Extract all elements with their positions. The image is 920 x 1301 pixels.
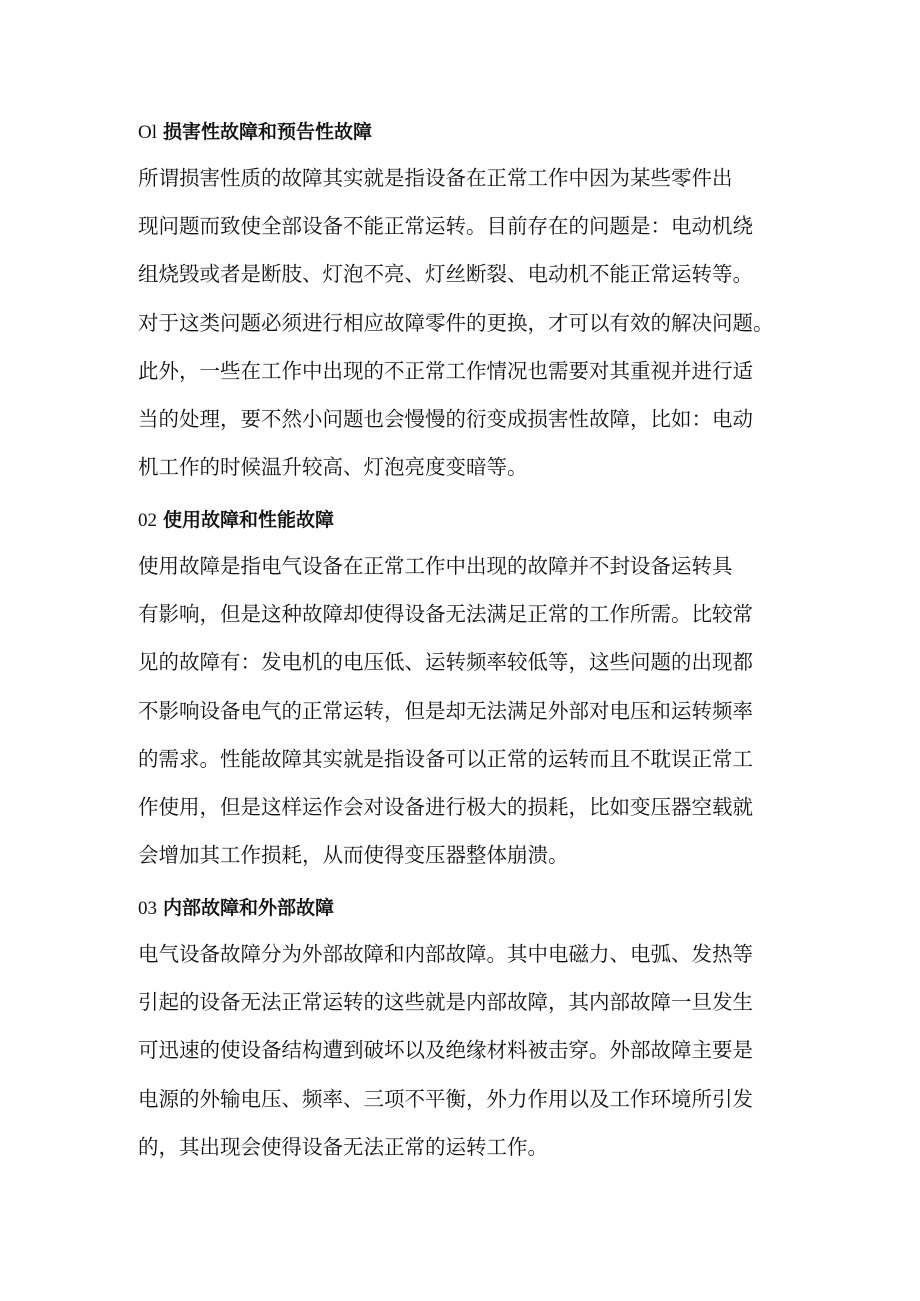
section-title: 损害性故障和预告性故障 — [163, 121, 373, 143]
paragraph-line: 见的故障有：发电机的电压低、运转频率较低等，这些问题的出现都 — [138, 650, 753, 675]
section-paragraph — [138, 154, 798, 491]
section-number: 03 — [138, 898, 157, 919]
section-usage-and-performance-faults — [138, 506, 798, 879]
paragraph-line: 作使用，但是这样运作会对设备进行极大的损耗，比如变压器空载就 — [138, 795, 753, 820]
paragraph-line: 现问题而致使全部设备不能正常运转。目前存在的问题是：电动机绕 — [138, 214, 753, 239]
paragraph-line: 的需求。性能故障其实就是指设备可以正常的运转而且不耽误正常工 — [138, 746, 753, 771]
section-heading — [138, 118, 798, 146]
section-number: 02 — [138, 510, 157, 531]
section-title: 使用故障和性能故障 — [163, 509, 335, 531]
paragraph-line: 电气设备故障分为外部故障和内部故障。其中电磁力、电弧、发热等 — [138, 942, 753, 966]
section-title: 内部故障和外部故障 — [163, 897, 335, 919]
section-paragraph — [138, 930, 798, 1171]
section-internal-and-external-faults — [138, 894, 798, 1171]
paragraph-line: 机工作的时候温升较高、灯泡亮度变暗等。 — [138, 455, 528, 480]
paragraph-line: 对于这类问题必须进行相应故障零件的更换，才可以有效的解决问题。 — [138, 310, 774, 335]
section-paragraph — [138, 542, 798, 879]
paragraph-line: 可迅速的使设备结构遭到破坏以及绝缘材料被击穿。外部故障主要是 — [138, 1038, 753, 1063]
paragraph-line: 组烧毁或者是断肢、灯泡不亮、灯丝断裂、电动机不能正常运转等。 — [138, 262, 753, 287]
paragraph-line: 的，其出现会使得设备无法正常的运转工作。 — [138, 1134, 548, 1159]
paragraph-line: 使用故障是指电气设备在正常工作中出现的故障并不封设备运转具 — [138, 554, 733, 578]
section-damage-and-warning-faults — [138, 118, 798, 491]
paragraph-line: 所谓损害性质的故障其实就是指设备在正常工作中因为某些零件出 — [138, 166, 733, 190]
paragraph-line: 当的处理，要不然小问题也会慢慢的衍变成损害性故障，比如：电动 — [138, 407, 753, 432]
paragraph-line: 有影响，但是这种故障却使得设备无法满足正常的工作所需。比较常 — [138, 602, 753, 627]
section-heading — [138, 894, 798, 922]
paragraph-line: 会增加其工作损耗，从而使得变压器整体崩溃。 — [138, 843, 569, 868]
paragraph-line: 电源的外输电压、频率、三项不平衡，外力作用以及工作环境所引发 — [138, 1086, 753, 1111]
paragraph-line: 不影响设备电气的正常运转，但是却无法满足外部对电压和运转频率 — [138, 698, 753, 723]
section-heading — [138, 506, 798, 534]
paragraph-line: 引起的设备无法正常运转的这些就是内部故障，其内部故障一旦发生 — [138, 990, 753, 1015]
section-number: Ol — [138, 122, 157, 143]
paragraph-line: 此外，一些在工作中出现的不正常工作情况也需要对其重视并进行适 — [138, 358, 753, 383]
